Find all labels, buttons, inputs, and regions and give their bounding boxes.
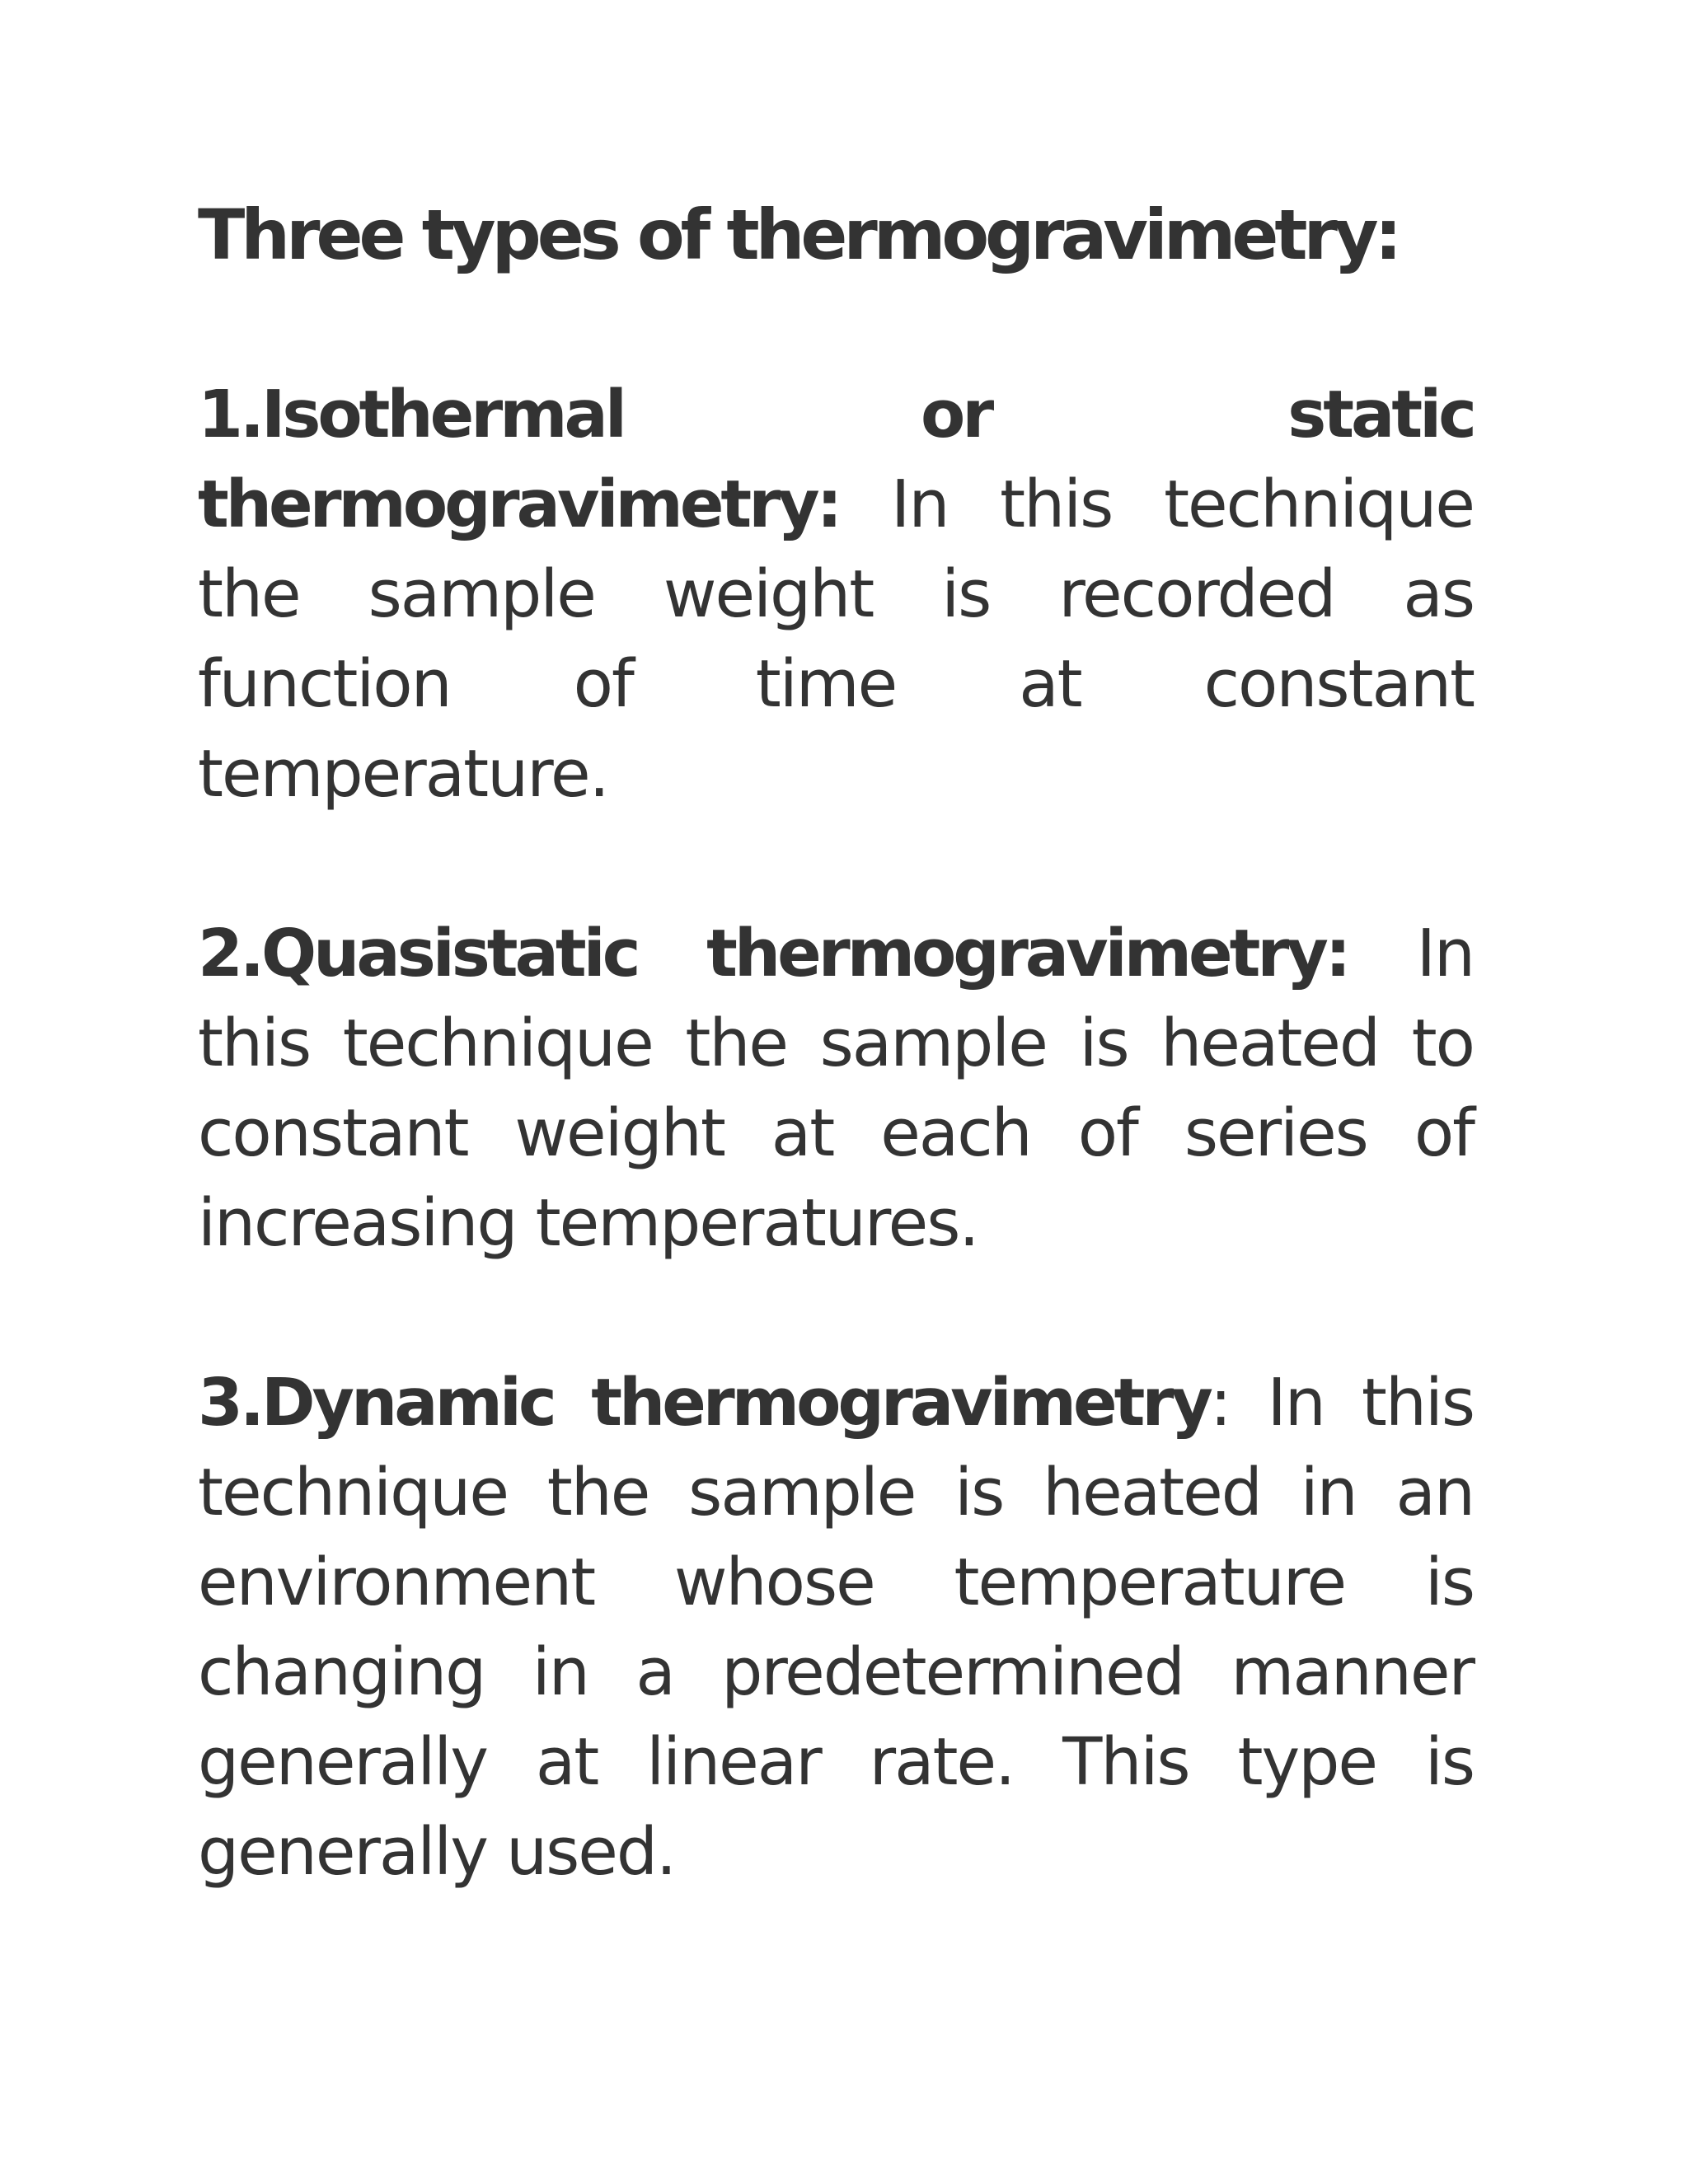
- item-term: 3.Dynamic thermogravimetry: [198, 1364, 1210, 1441]
- item-separator: :: [1209, 1364, 1231, 1441]
- list-item-dynamic: [198, 1358, 1474, 1897]
- item-description: In this technique the sample is heated in an environment whose temperature is changing in a predetermined manner generally at linear rate. This type is generally used.: [198, 1364, 1475, 1890]
- page-title: Three types of thermogravimetry:: [198, 194, 1399, 275]
- item-description: In this technique the sample weight is recorded as function of time at constant temperature.: [198, 466, 1474, 812]
- list-item-isothermal: [198, 370, 1474, 819]
- list-item-quasistatic: [198, 909, 1474, 1268]
- item-description: In this technique the sample is heated to constant weight at each of series of increasing temperatures.: [198, 915, 1474, 1261]
- document-page: [198, 194, 1474, 1897]
- item-term: 1.Isothermal or static thermogravimetry:: [198, 376, 1474, 542]
- item-term: 2.Quasistatic thermogravimetry:: [198, 915, 1348, 991]
